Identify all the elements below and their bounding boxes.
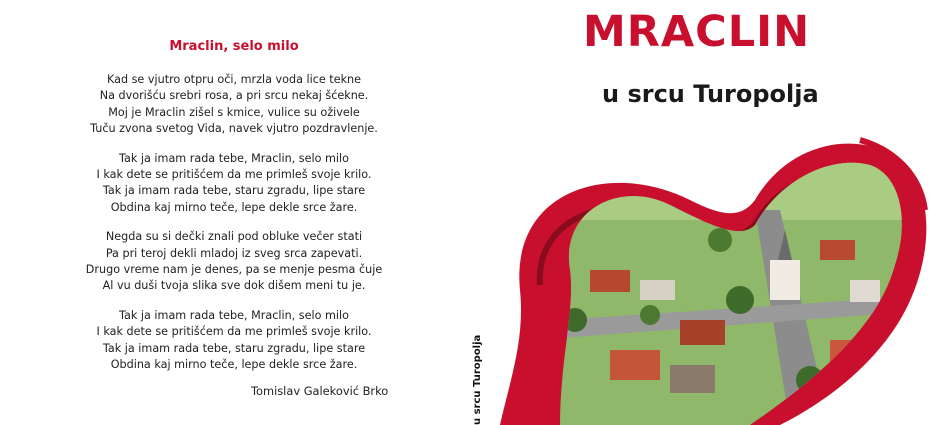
poem-line: Al vu duši tvoja slika sve dok dišem meni tu je.: [102, 279, 366, 293]
poem-line: Obdina kaj mirno teče, lepe dekle srce žare.: [110, 358, 358, 372]
stanza-2: [0, 151, 468, 217]
poem-line: Tak ja imam rada tebe, Mraclin, selo milo: [119, 151, 349, 165]
poem-line: Moj je Mraclin zišel s kmice, vulice su oživele: [108, 105, 360, 119]
spine-title: u srcu Turopolja: [472, 334, 483, 425]
book-subtitle: u srcu Turopolja: [602, 80, 819, 108]
poem-line: Kad se vjutro otpru oči, mrzla voda lice tekne: [106, 73, 362, 86]
poem-line: I kak dete se pritišćem da me primleš svoje krilo.: [96, 325, 372, 339]
poem-line: Tak ja imam rada tebe, Mraclin, selo milo: [119, 308, 349, 322]
stanza-1: [0, 72, 468, 138]
poem: [0, 72, 468, 387]
stanza-4: [0, 308, 468, 374]
poem-line: Tuču zvona svetog Vida, navek vjutro pozdravlenje.: [90, 122, 378, 136]
heart-village-illustration: [500, 120, 934, 425]
poem-line: Tak ja imam rada tebe, staru zgradu, lipe stare: [102, 184, 366, 198]
poem-line: Na dvorišću srebri rosa, a pri srcu nekaj šćekne.: [99, 89, 369, 103]
poem-line: Tak ja imam rada tebe, staru zgradu, lipe stare: [102, 341, 366, 355]
poem-line: Pa pri teroj dekli mladoj iz sveg srca zapevati.: [105, 246, 363, 260]
stanza-3: [0, 229, 468, 295]
poem-line: I kak dete se pritišćem da me primleš svoje krilo.: [96, 168, 372, 182]
poem-title: Mraclin, selo milo: [169, 39, 299, 54]
poem-line: Obdina kaj mirno teče, lepe dekle srce žare.: [110, 200, 358, 214]
book-title: MRACLIN: [583, 7, 811, 57]
poem-author: Tomislav Galeković Brko: [251, 384, 389, 398]
poem-line: Drugo vreme nam je denes, pa se menje pesma čuje: [85, 263, 383, 277]
poem-line: Negda su si dečki znali pod obluke večer stati: [105, 230, 363, 244]
